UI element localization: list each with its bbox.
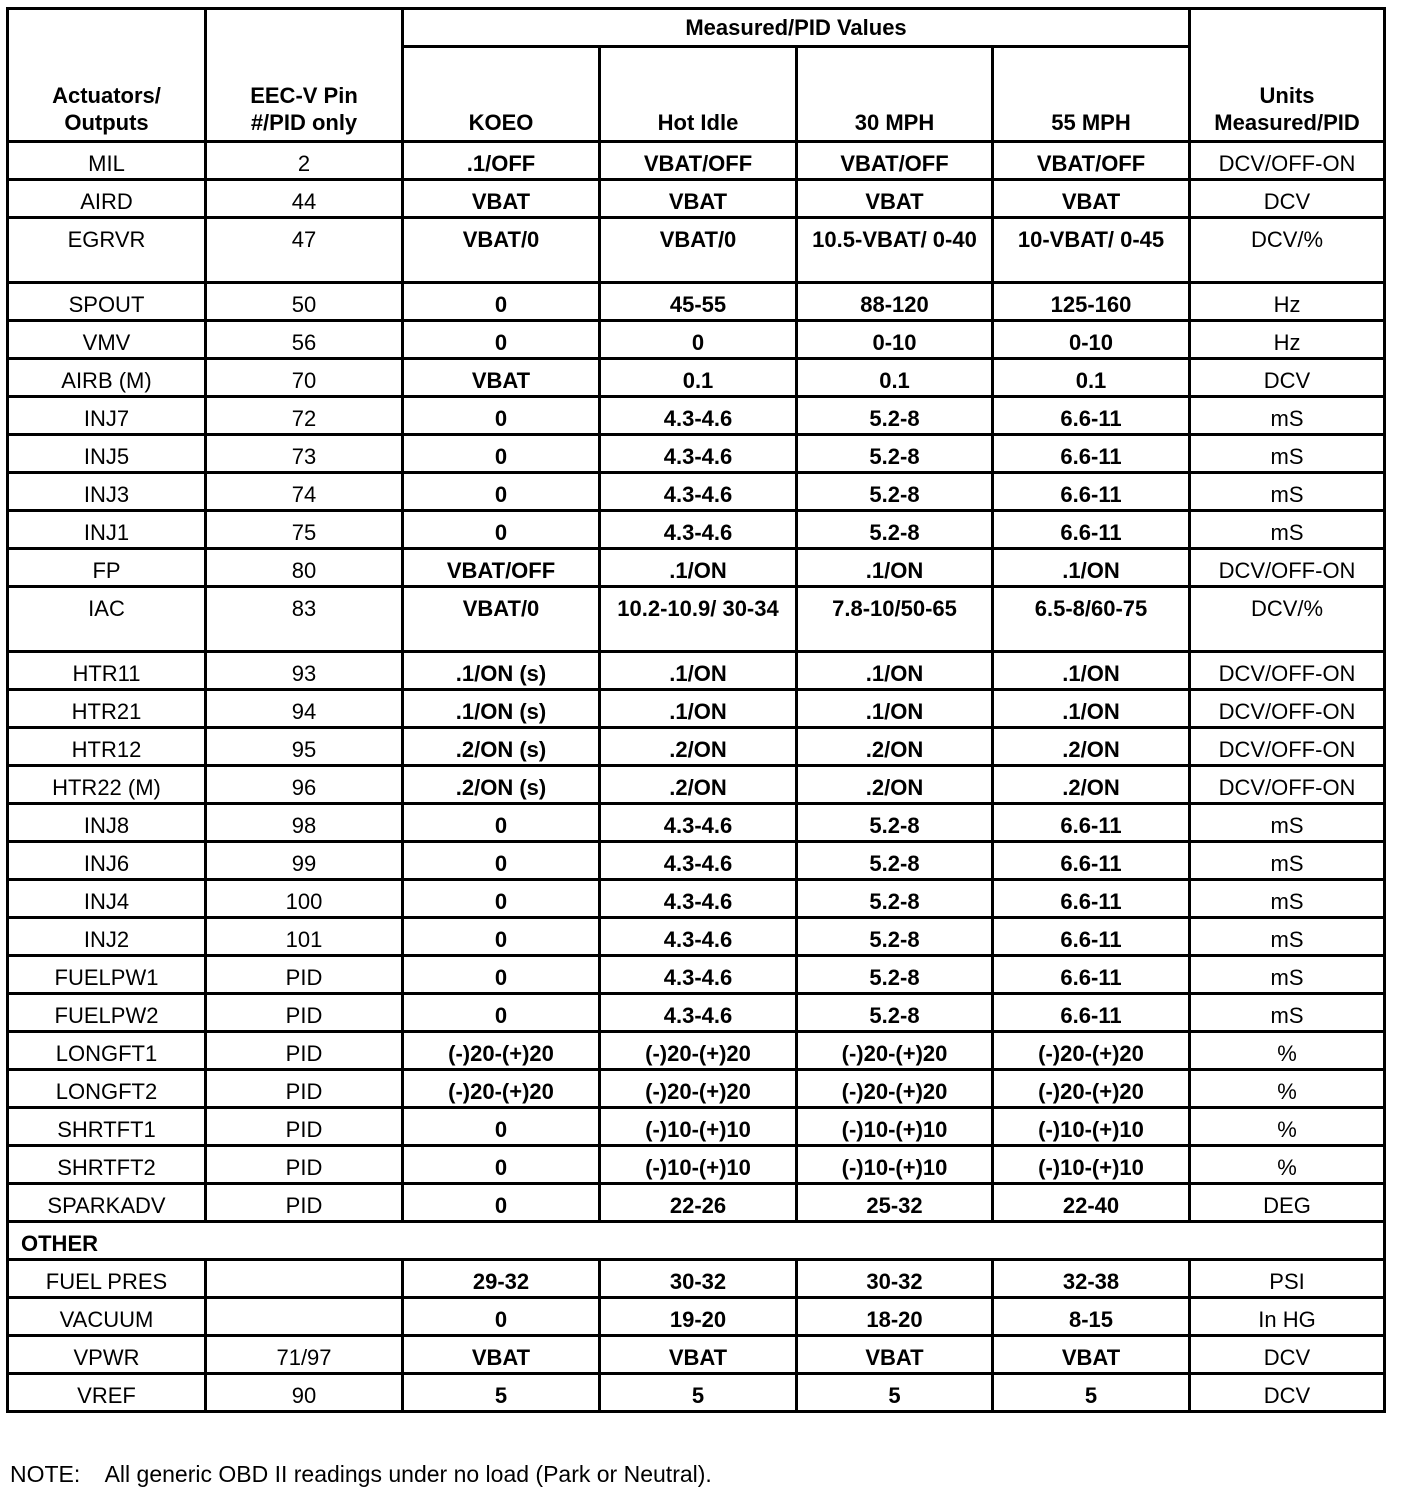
cell-55-mph: (-)10-(+)10 bbox=[993, 1108, 1190, 1146]
cell-55-mph: 32-38 bbox=[993, 1260, 1190, 1298]
cell-units: mS bbox=[1190, 880, 1385, 918]
table-row bbox=[8, 283, 1385, 321]
table-row bbox=[8, 766, 1385, 804]
cell-output-name: SPARKADV bbox=[8, 1184, 206, 1222]
cell-hot-idle: .1/ON bbox=[600, 690, 797, 728]
cell-pin: 100 bbox=[206, 880, 403, 918]
cell-pin: 70 bbox=[206, 359, 403, 397]
cell-hot-idle: VBAT bbox=[600, 180, 797, 218]
cell-pin: 73 bbox=[206, 435, 403, 473]
cell-output-name: FUEL PRES bbox=[8, 1260, 206, 1298]
header-eec-pin: EEC-V Pin #/PID only bbox=[206, 9, 403, 142]
cell-units: % bbox=[1190, 1146, 1385, 1184]
cell-koeo: 0 bbox=[403, 321, 600, 359]
cell-hot-idle: 0.1 bbox=[600, 359, 797, 397]
table-row bbox=[8, 652, 1385, 690]
cell-30-mph: 25-32 bbox=[797, 1184, 993, 1222]
cell-units: Hz bbox=[1190, 283, 1385, 321]
section-row-other bbox=[8, 1222, 1385, 1260]
cell-30-mph: (-)10-(+)10 bbox=[797, 1146, 993, 1184]
cell-units: mS bbox=[1190, 918, 1385, 956]
table-row bbox=[8, 1374, 1385, 1412]
cell-pin: 44 bbox=[206, 180, 403, 218]
cell-koeo: .2/ON (s) bbox=[403, 766, 600, 804]
cell-30-mph: 5.2-8 bbox=[797, 473, 993, 511]
cell-units: mS bbox=[1190, 956, 1385, 994]
cell-output-name: VPWR bbox=[8, 1336, 206, 1374]
cell-output-name: HTR12 bbox=[8, 728, 206, 766]
table-row bbox=[8, 180, 1385, 218]
cell-hot-idle: .1/ON bbox=[600, 652, 797, 690]
cell-hot-idle: (-)10-(+)10 bbox=[600, 1146, 797, 1184]
cell-output-name: LONGFT1 bbox=[8, 1032, 206, 1070]
cell-30-mph: 5.2-8 bbox=[797, 994, 993, 1032]
cell-hot-idle: .2/ON bbox=[600, 728, 797, 766]
cell-koeo: .1/OFF bbox=[403, 142, 600, 180]
cell-hot-idle: 19-20 bbox=[600, 1298, 797, 1336]
cell-55-mph: .1/ON bbox=[993, 690, 1190, 728]
cell-55-mph: 8-15 bbox=[993, 1298, 1190, 1336]
table-row bbox=[8, 397, 1385, 435]
cell-units: mS bbox=[1190, 994, 1385, 1032]
cell-hot-idle: VBAT/OFF bbox=[600, 142, 797, 180]
cell-55-mph: 6.6-11 bbox=[993, 804, 1190, 842]
cell-koeo: 0 bbox=[403, 880, 600, 918]
table-row bbox=[8, 1260, 1385, 1298]
cell-koeo: 29-32 bbox=[403, 1260, 600, 1298]
cell-koeo: .1/ON (s) bbox=[403, 690, 600, 728]
cell-output-name: EGRVR bbox=[8, 218, 206, 283]
cell-30-mph: 5 bbox=[797, 1374, 993, 1412]
table-row bbox=[8, 1184, 1385, 1222]
cell-output-name: VMV bbox=[8, 321, 206, 359]
cell-output-name: MIL bbox=[8, 142, 206, 180]
cell-koeo: VBAT bbox=[403, 180, 600, 218]
cell-koeo: 0 bbox=[403, 842, 600, 880]
header-koeo: KOEO bbox=[403, 47, 600, 142]
cell-hot-idle: VBAT/0 bbox=[600, 218, 797, 283]
header-units: Units Measured/PID bbox=[1190, 9, 1385, 142]
cell-hot-idle: 4.3-4.6 bbox=[600, 397, 797, 435]
cell-30-mph: 18-20 bbox=[797, 1298, 993, 1336]
cell-hot-idle: 4.3-4.6 bbox=[600, 473, 797, 511]
header-hot-idle: Hot Idle bbox=[600, 47, 797, 142]
cell-hot-idle: 4.3-4.6 bbox=[600, 435, 797, 473]
cell-units: % bbox=[1190, 1108, 1385, 1146]
cell-koeo: .1/ON (s) bbox=[403, 652, 600, 690]
cell-pin: 83 bbox=[206, 587, 403, 652]
cell-hot-idle: 30-32 bbox=[600, 1260, 797, 1298]
cell-koeo: (-)20-(+)20 bbox=[403, 1070, 600, 1108]
cell-30-mph: 5.2-8 bbox=[797, 511, 993, 549]
cell-units: mS bbox=[1190, 804, 1385, 842]
cell-55-mph: 125-160 bbox=[993, 283, 1190, 321]
cell-pin: PID bbox=[206, 1184, 403, 1222]
cell-hot-idle: 4.3-4.6 bbox=[600, 804, 797, 842]
cell-units: mS bbox=[1190, 397, 1385, 435]
cell-output-name: FUELPW1 bbox=[8, 956, 206, 994]
cell-55-mph: 22-40 bbox=[993, 1184, 1190, 1222]
cell-55-mph: VBAT/OFF bbox=[993, 142, 1190, 180]
cell-pin: 94 bbox=[206, 690, 403, 728]
table-row bbox=[8, 994, 1385, 1032]
header-actuators-outputs: Actuators/ Outputs bbox=[8, 9, 206, 142]
cell-units: mS bbox=[1190, 842, 1385, 880]
cell-hot-idle: .2/ON bbox=[600, 766, 797, 804]
cell-units: mS bbox=[1190, 473, 1385, 511]
cell-output-name: INJ2 bbox=[8, 918, 206, 956]
cell-55-mph: (-)20-(+)20 bbox=[993, 1070, 1190, 1108]
cell-koeo: VBAT bbox=[403, 359, 600, 397]
cell-hot-idle: 4.3-4.6 bbox=[600, 918, 797, 956]
cell-55-mph: VBAT bbox=[993, 180, 1190, 218]
table-row bbox=[8, 956, 1385, 994]
cell-output-name: FUELPW2 bbox=[8, 994, 206, 1032]
cell-30-mph: 5.2-8 bbox=[797, 880, 993, 918]
cell-30-mph: 5.2-8 bbox=[797, 804, 993, 842]
cell-30-mph: (-)20-(+)20 bbox=[797, 1032, 993, 1070]
cell-units: DCV/OFF-ON bbox=[1190, 690, 1385, 728]
cell-30-mph: 30-32 bbox=[797, 1260, 993, 1298]
cell-pin: PID bbox=[206, 956, 403, 994]
cell-koeo: 0 bbox=[403, 511, 600, 549]
cell-pin: 80 bbox=[206, 549, 403, 587]
cell-hot-idle: (-)20-(+)20 bbox=[600, 1032, 797, 1070]
table-row bbox=[8, 1336, 1385, 1374]
cell-pin: 90 bbox=[206, 1374, 403, 1412]
section-label-other: OTHER bbox=[8, 1222, 1385, 1260]
cell-55-mph: .1/ON bbox=[993, 652, 1190, 690]
cell-units: DEG bbox=[1190, 1184, 1385, 1222]
cell-koeo: 0 bbox=[403, 1184, 600, 1222]
cell-55-mph: 6.6-11 bbox=[993, 918, 1190, 956]
cell-30-mph: .1/ON bbox=[797, 652, 993, 690]
cell-pin: 50 bbox=[206, 283, 403, 321]
cell-55-mph: 0.1 bbox=[993, 359, 1190, 397]
cell-55-mph: .2/ON bbox=[993, 728, 1190, 766]
cell-hot-idle: 4.3-4.6 bbox=[600, 511, 797, 549]
cell-pin: 95 bbox=[206, 728, 403, 766]
cell-output-name: VACUUM bbox=[8, 1298, 206, 1336]
cell-output-name: FP bbox=[8, 549, 206, 587]
cell-units: DCV bbox=[1190, 359, 1385, 397]
cell-hot-idle: 4.3-4.6 bbox=[600, 994, 797, 1032]
cell-hot-idle: (-)10-(+)10 bbox=[600, 1108, 797, 1146]
cell-30-mph: .1/ON bbox=[797, 690, 993, 728]
cell-30-mph: .2/ON bbox=[797, 728, 993, 766]
cell-output-name: HTR21 bbox=[8, 690, 206, 728]
cell-units: mS bbox=[1190, 435, 1385, 473]
cell-hot-idle: (-)20-(+)20 bbox=[600, 1070, 797, 1108]
cell-koeo: 0 bbox=[403, 1108, 600, 1146]
cell-55-mph: 6.5-8/60-75 bbox=[993, 587, 1190, 652]
table-row bbox=[8, 1108, 1385, 1146]
cell-output-name: INJ1 bbox=[8, 511, 206, 549]
table-row bbox=[8, 218, 1385, 283]
cell-55-mph: 6.6-11 bbox=[993, 511, 1190, 549]
cell-units: DCV/OFF-ON bbox=[1190, 766, 1385, 804]
cell-hot-idle: 0 bbox=[600, 321, 797, 359]
cell-30-mph: VBAT bbox=[797, 180, 993, 218]
cell-55-mph: (-)10-(+)10 bbox=[993, 1146, 1190, 1184]
cell-koeo: 0 bbox=[403, 283, 600, 321]
cell-pin: PID bbox=[206, 1070, 403, 1108]
cell-output-name: IAC bbox=[8, 587, 206, 652]
cell-output-name: HTR22 (M) bbox=[8, 766, 206, 804]
cell-units: mS bbox=[1190, 511, 1385, 549]
cell-pin: 75 bbox=[206, 511, 403, 549]
cell-30-mph: 0-10 bbox=[797, 321, 993, 359]
cell-pin: 2 bbox=[206, 142, 403, 180]
cell-output-name: INJ5 bbox=[8, 435, 206, 473]
cell-output-name: SHRTFT2 bbox=[8, 1146, 206, 1184]
cell-55-mph: 6.6-11 bbox=[993, 994, 1190, 1032]
cell-hot-idle: 4.3-4.6 bbox=[600, 842, 797, 880]
cell-koeo: VBAT/0 bbox=[403, 218, 600, 283]
table-row bbox=[8, 880, 1385, 918]
table-row bbox=[8, 690, 1385, 728]
cell-output-name: LONGFT2 bbox=[8, 1070, 206, 1108]
cell-output-name: INJ7 bbox=[8, 397, 206, 435]
cell-pin: 74 bbox=[206, 473, 403, 511]
cell-koeo: VBAT/0 bbox=[403, 587, 600, 652]
footnote: NOTE: All generic OBD II readings under no load (Park or Neutral). bbox=[10, 1461, 712, 1487]
table-row bbox=[8, 1146, 1385, 1184]
cell-output-name: HTR11 bbox=[8, 652, 206, 690]
cell-30-mph: 88-120 bbox=[797, 283, 993, 321]
cell-koeo: .2/ON (s) bbox=[403, 728, 600, 766]
cell-hot-idle: 5 bbox=[600, 1374, 797, 1412]
cell-pin: PID bbox=[206, 994, 403, 1032]
table-body bbox=[8, 142, 1385, 1412]
cell-pin: 98 bbox=[206, 804, 403, 842]
cell-koeo: 5 bbox=[403, 1374, 600, 1412]
cell-pin bbox=[206, 1298, 403, 1336]
table-row bbox=[8, 1032, 1385, 1070]
cell-koeo: 0 bbox=[403, 1298, 600, 1336]
header-30-mph: 30 MPH bbox=[797, 47, 993, 142]
table-row bbox=[8, 1298, 1385, 1336]
cell-pin: PID bbox=[206, 1108, 403, 1146]
cell-pin: 71/97 bbox=[206, 1336, 403, 1374]
cell-pin: 93 bbox=[206, 652, 403, 690]
cell-pin: 96 bbox=[206, 766, 403, 804]
table-row bbox=[8, 435, 1385, 473]
cell-55-mph: 6.6-11 bbox=[993, 435, 1190, 473]
cell-30-mph: 10.5-VBAT/ 0-40 bbox=[797, 218, 993, 283]
table-row bbox=[8, 359, 1385, 397]
cell-55-mph: 5 bbox=[993, 1374, 1190, 1412]
cell-30-mph: 7.8-10/50-65 bbox=[797, 587, 993, 652]
cell-30-mph: VBAT bbox=[797, 1336, 993, 1374]
table-row bbox=[8, 728, 1385, 766]
cell-55-mph: .2/ON bbox=[993, 766, 1190, 804]
cell-pin: 56 bbox=[206, 321, 403, 359]
cell-koeo: (-)20-(+)20 bbox=[403, 1032, 600, 1070]
cell-units: DCV/OFF-ON bbox=[1190, 142, 1385, 180]
cell-koeo: 0 bbox=[403, 994, 600, 1032]
cell-output-name: INJ6 bbox=[8, 842, 206, 880]
header-measured-pid-values: Measured/PID Values bbox=[403, 9, 1190, 47]
cell-30-mph: (-)20-(+)20 bbox=[797, 1070, 993, 1108]
cell-units: DCV/% bbox=[1190, 218, 1385, 283]
cell-output-name: SHRTFT1 bbox=[8, 1108, 206, 1146]
cell-units: DCV/OFF-ON bbox=[1190, 652, 1385, 690]
table-row bbox=[8, 142, 1385, 180]
cell-pin bbox=[206, 1260, 403, 1298]
cell-koeo: VBAT bbox=[403, 1336, 600, 1374]
cell-30-mph: 5.2-8 bbox=[797, 956, 993, 994]
cell-pin: PID bbox=[206, 1032, 403, 1070]
cell-units: In HG bbox=[1190, 1298, 1385, 1336]
table-row bbox=[8, 473, 1385, 511]
cell-55-mph: 6.6-11 bbox=[993, 880, 1190, 918]
cell-hot-idle: VBAT bbox=[600, 1336, 797, 1374]
cell-units: DCV bbox=[1190, 1336, 1385, 1374]
table-row bbox=[8, 321, 1385, 359]
cell-units: % bbox=[1190, 1032, 1385, 1070]
cell-55-mph: 6.6-11 bbox=[993, 956, 1190, 994]
cell-55-mph: 10-VBAT/ 0-45 bbox=[993, 218, 1190, 283]
cell-output-name: INJ8 bbox=[8, 804, 206, 842]
cell-units: DCV bbox=[1190, 1374, 1385, 1412]
cell-55-mph: 6.6-11 bbox=[993, 842, 1190, 880]
cell-units: DCV/% bbox=[1190, 587, 1385, 652]
cell-55-mph: .1/ON bbox=[993, 549, 1190, 587]
cell-hot-idle: 10.2-10.9/ 30-34 bbox=[600, 587, 797, 652]
cell-units: DCV bbox=[1190, 180, 1385, 218]
cell-55-mph: 6.6-11 bbox=[993, 473, 1190, 511]
cell-pin: PID bbox=[206, 1146, 403, 1184]
cell-units: PSI bbox=[1190, 1260, 1385, 1298]
cell-hot-idle: 4.3-4.6 bbox=[600, 880, 797, 918]
cell-hot-idle: 4.3-4.6 bbox=[600, 956, 797, 994]
cell-30-mph: 0.1 bbox=[797, 359, 993, 397]
cell-30-mph: .2/ON bbox=[797, 766, 993, 804]
table-row bbox=[8, 549, 1385, 587]
cell-hot-idle: 22-26 bbox=[600, 1184, 797, 1222]
cell-units: % bbox=[1190, 1070, 1385, 1108]
cell-pin: 47 bbox=[206, 218, 403, 283]
cell-output-name: AIRD bbox=[8, 180, 206, 218]
cell-koeo: 0 bbox=[403, 956, 600, 994]
cell-output-name: VREF bbox=[8, 1374, 206, 1412]
cell-output-name: AIRB (M) bbox=[8, 359, 206, 397]
cell-pin: 99 bbox=[206, 842, 403, 880]
cell-koeo: 0 bbox=[403, 1146, 600, 1184]
cell-30-mph: .1/ON bbox=[797, 549, 993, 587]
header-55-mph: 55 MPH bbox=[993, 47, 1190, 142]
cell-55-mph: VBAT bbox=[993, 1336, 1190, 1374]
cell-hot-idle: 45-55 bbox=[600, 283, 797, 321]
cell-55-mph: 0-10 bbox=[993, 321, 1190, 359]
cell-units: DCV/OFF-ON bbox=[1190, 549, 1385, 587]
cell-30-mph: 5.2-8 bbox=[797, 397, 993, 435]
cell-pin: 72 bbox=[206, 397, 403, 435]
cell-30-mph: (-)10-(+)10 bbox=[797, 1108, 993, 1146]
cell-koeo: VBAT/OFF bbox=[403, 549, 600, 587]
table-row bbox=[8, 918, 1385, 956]
cell-units: DCV/OFF-ON bbox=[1190, 728, 1385, 766]
cell-30-mph: 5.2-8 bbox=[797, 918, 993, 956]
cell-koeo: 0 bbox=[403, 473, 600, 511]
cell-30-mph: VBAT/OFF bbox=[797, 142, 993, 180]
cell-koeo: 0 bbox=[403, 918, 600, 956]
cell-30-mph: 5.2-8 bbox=[797, 842, 993, 880]
cell-hot-idle: .1/ON bbox=[600, 549, 797, 587]
cell-koeo: 0 bbox=[403, 804, 600, 842]
cell-koeo: 0 bbox=[403, 397, 600, 435]
table-row bbox=[8, 842, 1385, 880]
cell-pin: 101 bbox=[206, 918, 403, 956]
table-row bbox=[8, 587, 1385, 652]
cell-koeo: 0 bbox=[403, 435, 600, 473]
pid-values-table bbox=[6, 7, 1386, 1413]
cell-30-mph: 5.2-8 bbox=[797, 435, 993, 473]
cell-output-name: INJ4 bbox=[8, 880, 206, 918]
cell-output-name: SPOUT bbox=[8, 283, 206, 321]
cell-units: Hz bbox=[1190, 321, 1385, 359]
table-row bbox=[8, 511, 1385, 549]
cell-output-name: INJ3 bbox=[8, 473, 206, 511]
table-row bbox=[8, 1070, 1385, 1108]
cell-55-mph: 6.6-11 bbox=[993, 397, 1190, 435]
cell-55-mph: (-)20-(+)20 bbox=[993, 1032, 1190, 1070]
table-row bbox=[8, 804, 1385, 842]
